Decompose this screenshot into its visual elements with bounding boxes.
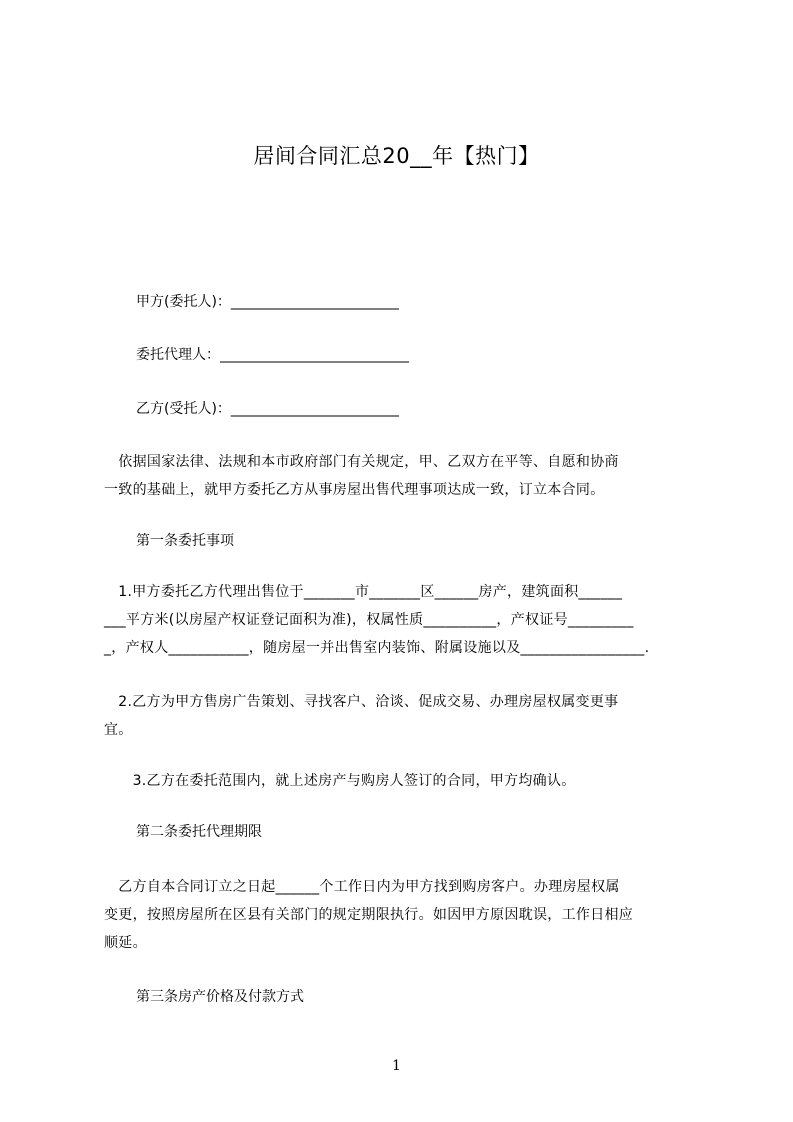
article-2-line-2: 变更，按照房屋所在区县有关部门的规定期限执行。如因甲方原因耽误，工作日相应 — [104, 907, 634, 923]
intro-line-1: 依据国家法律、法规和本市政府部门有关规定，甲、乙双方在平等、自愿和协商 — [104, 454, 619, 470]
agent-field: 委托代理人：___________________________ — [136, 347, 409, 363]
item-1-line-1: 1.甲方委托乙方代理出售位于_______市_______区______房产，建筑面积______ — [104, 584, 623, 600]
article-2-line-3: 顺延。 — [104, 935, 147, 951]
party-a-field: 甲方(委托人)：________________________ — [136, 294, 399, 310]
article-1-item-2 — [104, 688, 704, 744]
page-number: 1 — [392, 1058, 401, 1074]
intro-paragraph — [104, 448, 704, 504]
article-3-heading: 第三条房产价格及付款方式 — [136, 989, 304, 1005]
item-1-line-2: ___平方米(以房屋产权证登记面积为准)，权属性质__________，产权证号_________ — [104, 612, 634, 628]
article-2-heading: 第二条委托代理期限 — [136, 824, 262, 840]
item-1-line-3: _，产权人___________，随房屋一并出售室内装饰、附属设施以及_________________. — [104, 640, 650, 656]
item-2-line-1: 2.乙方为甲方售房广告策划、寻找客户、洽谈、促成交易、办理房屋权属变更事 — [104, 694, 619, 710]
article-2-line-1: 乙方自本合同订立之日起______个工作日内为甲方找到购房客户。办理房屋权属 — [104, 879, 620, 895]
document-title: 居间合同汇总20__年【热门】 — [253, 144, 540, 168]
article-1-heading: 第一条委托事项 — [136, 533, 234, 549]
item-3-line-1: 3.乙方在委托范围内，就上述房产与购房人签订的合同，甲方均确认。 — [104, 773, 576, 789]
article-1-item-1 — [104, 578, 704, 662]
intro-line-2: 一致的基础上，就甲方委托乙方从事房屋出售代理事项达成一致，订立本合同。 — [104, 482, 605, 498]
item-2-line-2: 宜。 — [104, 722, 133, 738]
article-2-paragraph — [104, 873, 704, 957]
party-b-field: 乙方(受托人)：________________________ — [136, 401, 399, 417]
article-1-item-3 — [104, 767, 704, 795]
